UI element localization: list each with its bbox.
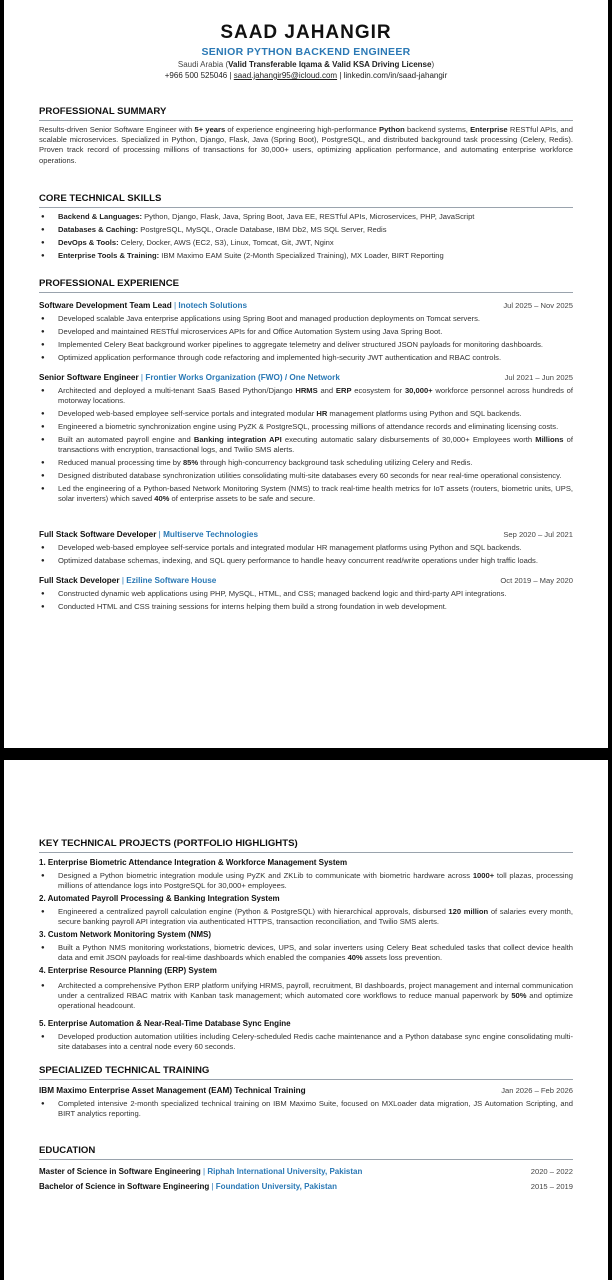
list-item: ● Developed scalable Java enterprise applications using Spring Boot and managed production deployments on Tomcat servers. [39, 314, 573, 324]
experience-section [39, 278, 573, 612]
list-item: ● Developed web-based employee self-service portals and integrated modular HR management platforms using Python and SQL backends. [39, 409, 573, 419]
list-item: ● Developed and maintained RESTful microservices APIs for and Office Automation System using Java Spring Boot. [39, 327, 573, 337]
degree: Master of Science in Software Engineering [39, 1167, 201, 1176]
list-item: ● DevOps & Tools: Celery, Docker, AWS (EC2, S3), Linux, Tomcat, Git, JWT, Nginx [39, 238, 573, 248]
list-item: ● Enterprise Tools & Training: IBM Maximo EAM Suite (2-Month Specialized Training), MX Loader, BIRT Reporting [39, 251, 573, 261]
summary-section [39, 106, 573, 166]
project-entry [39, 1019, 573, 1052]
job-role: Full Stack Developer [39, 575, 120, 585]
job-role: Senior Software Engineer [39, 372, 139, 382]
list-item: ● Conducted HTML and CSS training sessions for interns helping them build a strong foundation in web development. [39, 602, 573, 612]
training-dates: Jan 2026 – Feb 2026 [501, 1086, 573, 1095]
project-entry [39, 966, 573, 1011]
section-heading: KEY TECHNICAL PROJECTS (PORTFOLIO HIGHLIGHTS) [39, 838, 573, 853]
skills-list [39, 212, 573, 261]
list-item: ● Designed a Python biometric integration module using PyZK and ZKLib to communicate with biometric hardware across 1000+ toll plazas, processing millions of attendance logs into PostgreSQL for 30,000+ employees. [39, 871, 573, 891]
job-entry: Full Stack Developer | Eziline Software House Oct 2019 – May 2020 ● Constructed dynamic web applications using PHP, MySQL, HTML, and CSS; managed backend logic and third-party API integrations. ● Conducted HTML and CSS training sessions for interns helping them build a strong foundation in web development. [39, 576, 573, 612]
job-dates: Sep 2020 – Jul 2021 [503, 529, 573, 539]
project-title: 1. Enterprise Biometric Attendance Integration & Workforce Management System [39, 858, 348, 867]
list-item: ● Engineered a biometric synchronization engine using PyZK & PostgreSQL, processing millions of attendance records and eliminating licensing costs. [39, 422, 573, 432]
section-heading: CORE TECHNICAL SKILLS [39, 193, 573, 208]
project-entry [39, 858, 573, 891]
list-item: ● Databases & Caching: PostgreSQL, MySQL, Oracle Database, IBM Db2, MS SQL Server, Redis [39, 225, 573, 235]
training-section [39, 1065, 573, 1119]
location-prefix: Saudi Arabia ( [177, 60, 229, 69]
project-title: 5. Enterprise Automation & Near-Real-Time Database Sync Engine [39, 1019, 291, 1028]
section-heading: EDUCATION [39, 1145, 573, 1160]
job-company: Multiserve Technologies [163, 529, 259, 539]
project-entry [39, 930, 573, 963]
phone: +966 500 525046 | [164, 71, 232, 80]
resume-page-2 [4, 760, 608, 1280]
list-item: ● Developed web-based employee self-service portals and integrated modular HR management platforms using Python and SQL backends. [39, 543, 573, 553]
section-heading: PROFESSIONAL EXPERIENCE [39, 278, 573, 293]
skills-section [39, 193, 573, 261]
education-entry: Master of Science in Software Engineering | Riphah International University, Pakistan 2020 – 2022 [39, 1167, 573, 1176]
list-item: ● Completed intensive 2-month specialized technical training on IBM Maximo Suite, focused on MXLoader data migration, JS Automation Scripting, and BIRT analytics reporting. [39, 1099, 573, 1119]
education-dates: 2020 – 2022 [530, 1167, 573, 1176]
section-heading: SPECIALIZED TECHNICAL TRAINING [39, 1065, 573, 1080]
job-dates: Oct 2019 – May 2020 [500, 575, 573, 585]
location-suffix: ) [431, 60, 435, 69]
job-company: Eziline Software House [126, 575, 217, 585]
job-role: Full Stack Software Developer [39, 529, 157, 539]
candidate-name: SAAD JAHANGIR [220, 22, 392, 43]
list-item: ● Developed production automation utilities including Celery-scheduled Redis cache maintenance and a Python database sync engine consolidating multi-site databases into a central node every 60 seconds. [39, 1032, 573, 1052]
education-entry: Bachelor of Science in Software Engineering | Foundation University, Pakistan 2015 – 2019 [39, 1182, 573, 1191]
project-title: 4. Enterprise Resource Planning (ERP) System [39, 966, 217, 975]
job-company: Frontier Works Organization (FWO) / One Network [145, 372, 340, 382]
list-item: ● Reduced manual processing time by 85% through high-concurrency background task scheduling utilizing Celery and Redis. [39, 458, 573, 468]
list-item: ● Architected a comprehensive Python ERP platform unifying HRMS, payroll, recruitment, BI dashboards, project management and internal communication under a centralized RBAC matrix with Kanban task management; which automated core workflows to reduce manual paperwork by 50% and optimize operational headcount. [39, 981, 573, 1011]
education-dates: 2015 – 2019 [530, 1182, 573, 1191]
degree: Bachelor of Science in Software Engineering [39, 1182, 210, 1191]
email-link[interactable]: saad.jahangir95@icloud.com [233, 71, 338, 80]
project-entry [39, 894, 573, 927]
project-title: 3. Custom Network Monitoring System (NMS) [39, 930, 212, 939]
projects-section [39, 838, 573, 1052]
project-title: 2. Automated Payroll Processing & Banking Integration System [39, 894, 280, 903]
resume-page-1 [4, 0, 608, 748]
job-dates: Jul 2025 – Nov 2025 [503, 300, 573, 310]
school: Foundation University, Pakistan [215, 1182, 338, 1191]
training-title: IBM Maximo Enterprise Asset Management (EAM) Technical Training [39, 1086, 306, 1095]
list-item: ● Optimized application performance through code refactoring and implemented high-security JWT authentication and RBAC controls. [39, 353, 573, 363]
job-role: Software Development Team Lead [39, 300, 172, 310]
list-item: ● Architected and deployed a multi-tenant SaaS Based Python/Django HRMS and ERP ecosystem for 30,000+ workforce personnel across hundreds of motorway locations. [39, 386, 573, 406]
job-company: Inotech Solutions [178, 300, 248, 310]
linkedin-link[interactable]: | linkedin.com/in/saad-jahangir [339, 71, 448, 80]
list-item: ● Built an automated payroll engine and Banking integration API executing automatic salary disbursements of 30,000+ Employees worth Millions of transactions with encryption, transactional logs, and Twilio SMS alerts. [39, 435, 573, 455]
section-heading: PROFESSIONAL SUMMARY [39, 106, 573, 121]
summary-text: Results-driven Senior Software Engineer with 5+ years of experience engineering high-performance Python backend systems, Enterprise RESTful APIs, and scalable microservices. Specialized in Python, Django, Flask, Java (Spring Boot), PostgreSQL, and distributed background task processing (Celery, Redis). Proven track record of processing millions of transactions for 30,000+ users, optimizing application performance, and automating enterprise workforce operations. [39, 125, 573, 165]
list-item: ● Implemented Celery Beat background worker pipelines to aggregate telemetry and deliver structured JSON payloads for monitoring dashboards. [39, 340, 573, 350]
list-item: ● Engineered a centralized payroll calculation engine (Python & PostgreSQL) with hierarchical approvals, disbursed 120 million of salaries every month, secure banking payroll API integration via authenticated HTTPS, transaction reconciliation, and Twilio SMS alerts. [39, 907, 573, 927]
school: Riphah International University, Pakistan [207, 1167, 363, 1176]
list-item: ● Optimized database schemas, indexing, and SQL query performance to handle heavy concurrent read/write operations under high traffic loads. [39, 556, 573, 566]
job-entry: Full Stack Software Developer | Multiserve Technologies Sep 2020 – Jul 2021 ● Developed web-based employee self-service portals and integrated modular HR management platforms using Python and SQL backends. ● Optimized database schemas, indexing, and SQL query performance to handle heavy concurrent read/write operations under high traffic loads. [39, 530, 573, 566]
location-line [39, 60, 573, 69]
list-item: ● Constructed dynamic web applications using PHP, MySQL, HTML, and CSS; managed backend logic and third-party API integrations. [39, 589, 573, 599]
education-section [39, 1145, 573, 1191]
list-item: ● Built a Python NMS monitoring workstations, biometric devices, UPS, and solar inverters using Celery Beat scheduled tasks that collect device health data and emit JSON payloads for real-time dashboards which enabled the companies 40% assets loss prevention. [39, 943, 573, 963]
job-entry: Software Development Team Lead | Inotech Solutions Jul 2025 – Nov 2025 ● Developed scalable Java enterprise applications using Spring Boot and managed production deployments on Tomcat servers. ● Developed and maintained RESTful microservices APIs for and Office Automation System using Java Spring Boot. ● Implemented Celery Beat background worker pipelines to aggregate telemetry and deliver structured JSON payloads for monitoring dashboards. ● Optimized application performance through code refactoring and implemented high-security JWT authentication and RBAC controls. [39, 301, 573, 363]
candidate-title: SENIOR PYTHON BACKEND ENGINEER [201, 46, 411, 58]
list-item: ● Backend & Languages: Python, Django, Flask, Java, Spring Boot, Java EE, RESTful APIs, Microservices, PHP, JavaScript [39, 212, 573, 222]
job-entry: Senior Software Engineer | Frontier Works Organization (FWO) / One Network Jul 2021 – Jun 2025 ● Architected and deployed a multi-tenant SaaS Based Python/Django HRMS and ERP ecosystem for 30,000+ workforce personnel across hundreds of motorway locations. ● Developed web-based employee self-service portals and integrated modular HR management platforms using Python and SQL backends. ● Engineered a biometric synchronization engine using PyZK & PostgreSQL, processing millions of attendance records and eliminating licensing costs. ● Built an automated payroll engine and Banking integration API executing automatic salary disbursements of 30,000+ Employees worth Millions of transactions with encryption, transactional logs, and Twilio SMS alerts. ● Reduced manual processing time by 85% through high-concurrency background task scheduling utilizing Celery and Redis. ● Designed distributed database synchronization utilities consolidating multi-site databases every 60 seconds for near real-time operational consistency. ● Led the engineering of a Python-based Network Monitoring System (NMS) to track real-time health metrics for IoT assets (routers, biometric units, UPS, solar inverters) which saved 40% of enterprise assets to be safe and secure. [39, 373, 573, 504]
contact-line [39, 71, 573, 80]
list-item: ● Led the engineering of a Python-based Network Monitoring System (NMS) to track real-time health metrics for IoT assets (routers, biometric units, UPS, solar inverters) which saved 40% of enterprise assets to be safe and secure. [39, 484, 573, 504]
location-credentials: Valid Transferable Iqama & Valid KSA Driving License [228, 60, 432, 69]
list-item: ● Designed distributed database synchronization utilities consolidating multi-site databases every 60 seconds for near real-time operational consistency. [39, 471, 573, 481]
job-dates: Jul 2021 – Jun 2025 [504, 372, 573, 382]
